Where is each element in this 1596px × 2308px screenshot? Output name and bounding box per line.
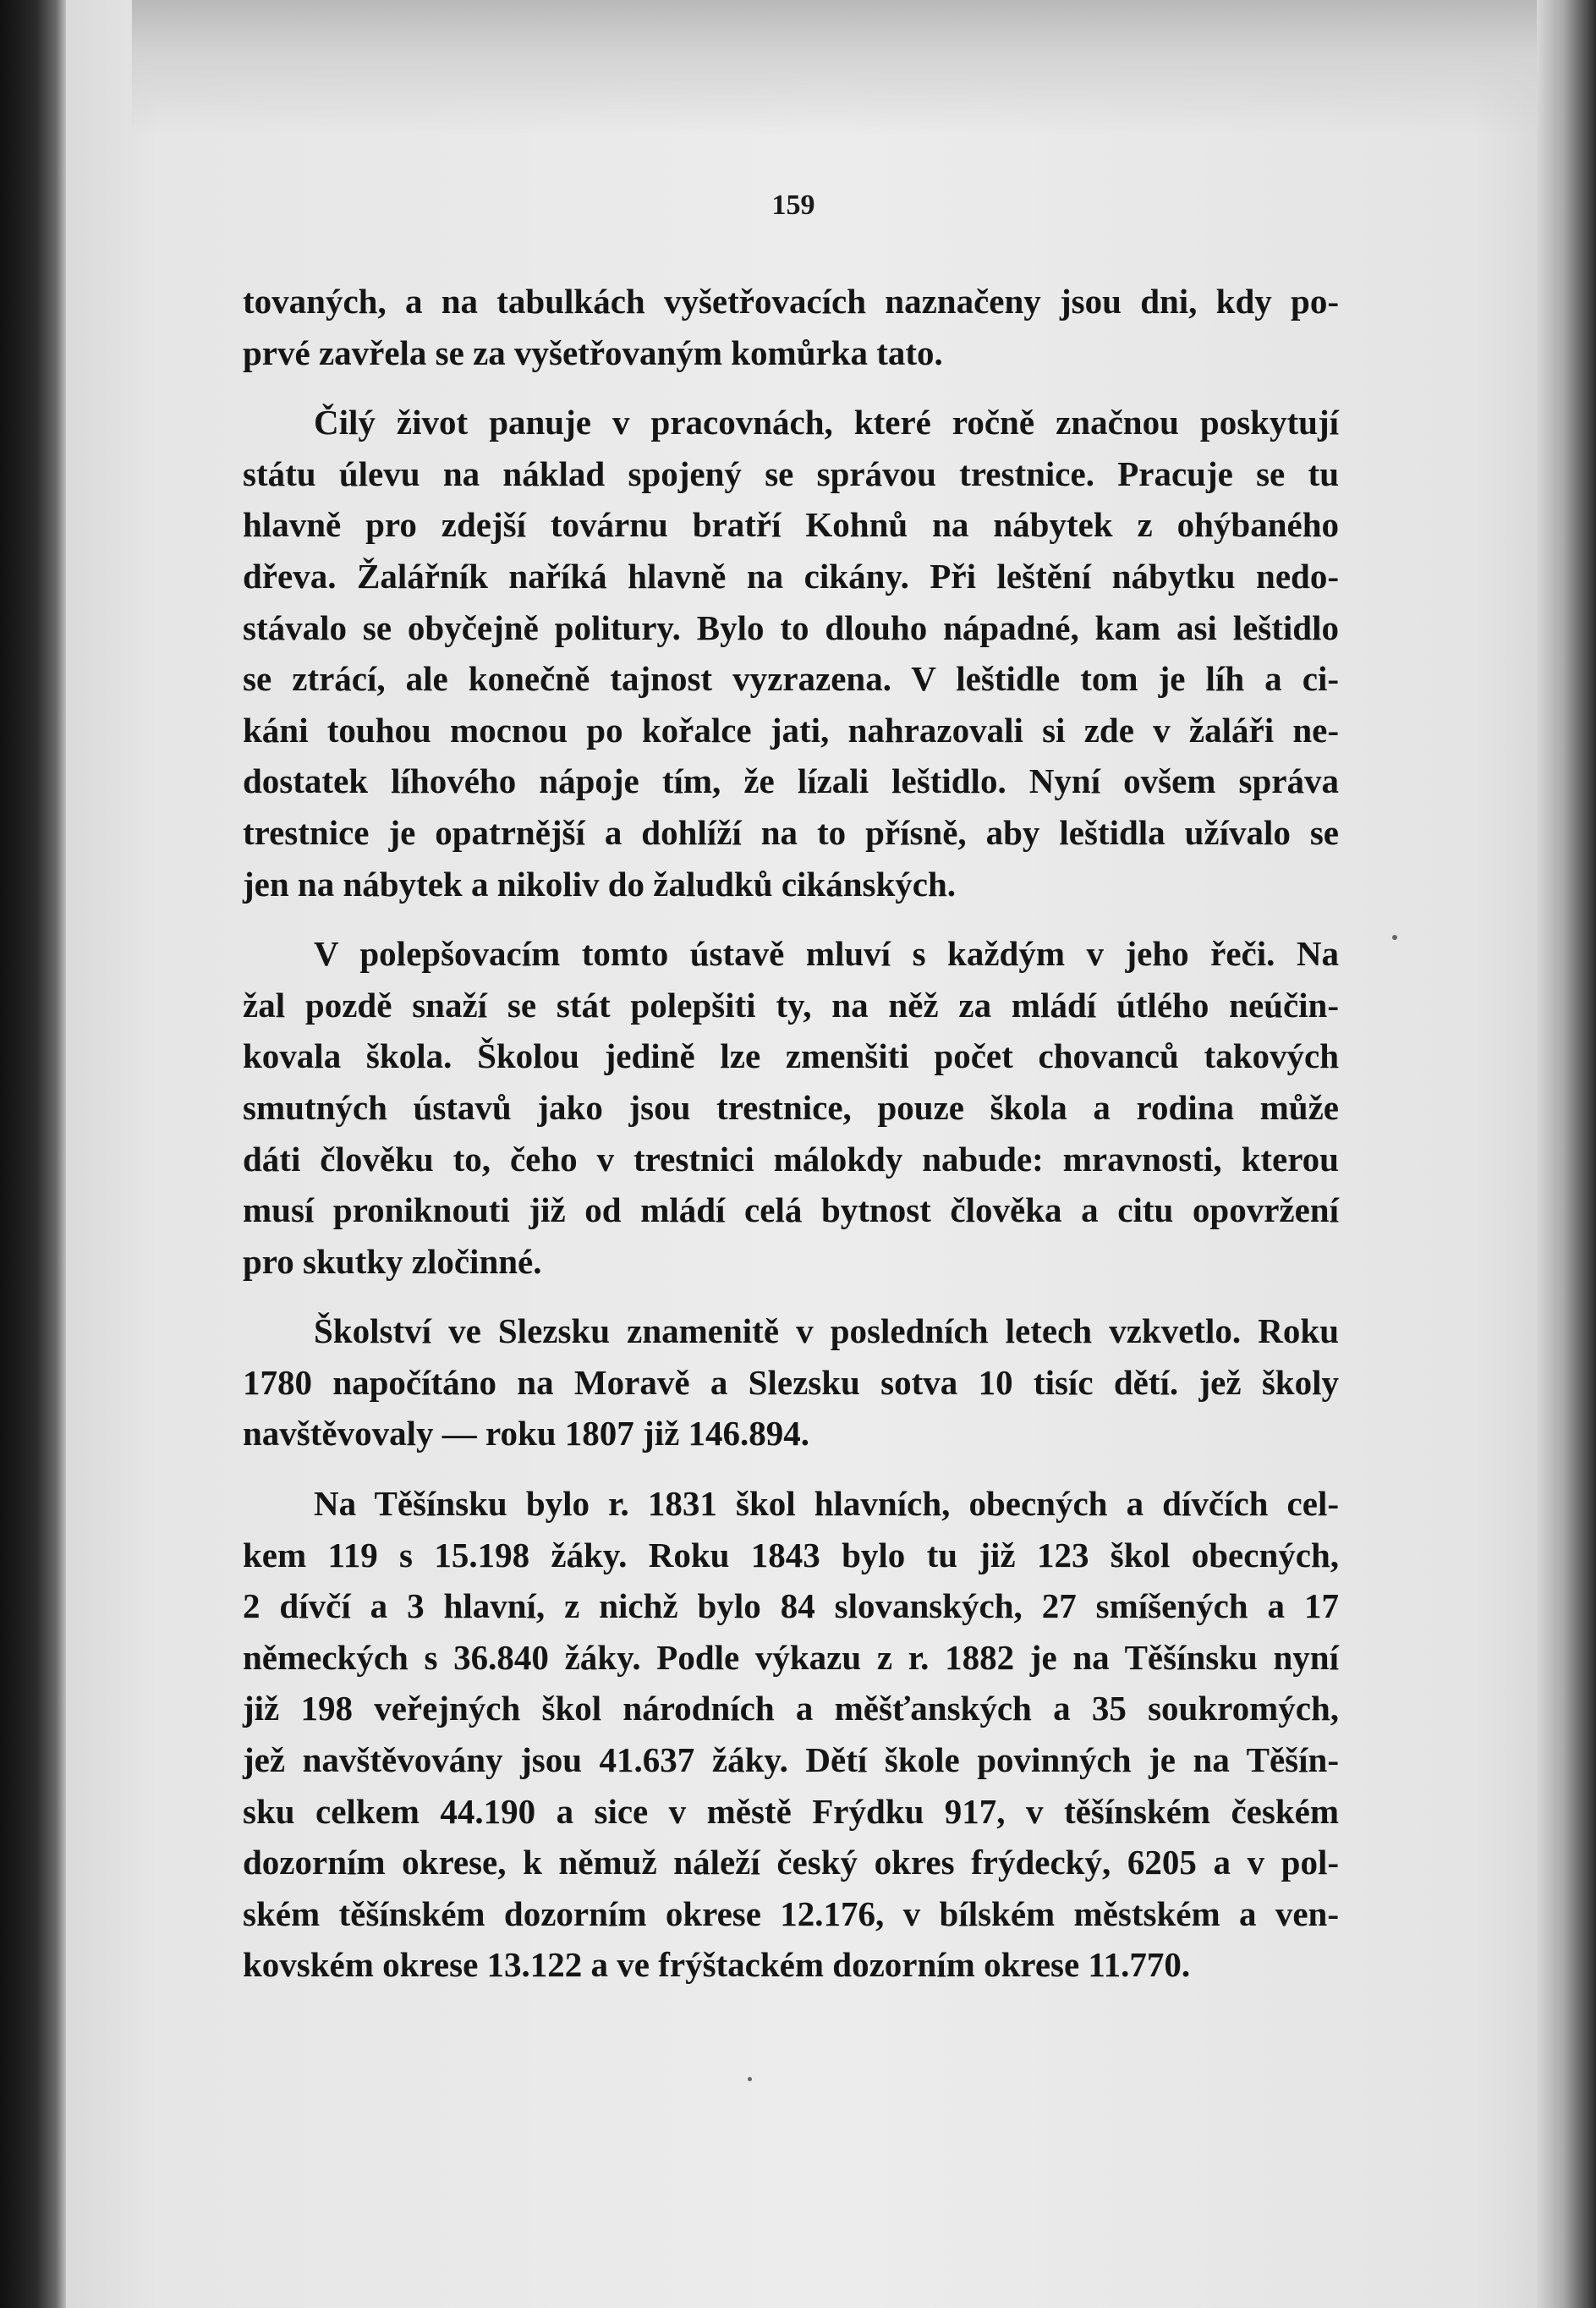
paper-speck — [1392, 935, 1397, 940]
page-edge-right — [1537, 0, 1596, 2308]
text-line: dřeva. Žalářník naříká hlavně na cikány. Při leštění nábytku nedo- — [243, 556, 1339, 596]
paragraph-3 — [243, 928, 1339, 1287]
text-line: žal pozdě snaží se stát polepšiti ty, na něž za mládí útlého neúčin- — [243, 985, 1339, 1025]
text-line: trestnice je opatrnější a dohlíží na to přísně, aby leštidla užívalo se — [243, 812, 1339, 852]
text-line: smutných ústavů jako jsou trestnice, pouze škola a rodina může — [243, 1087, 1339, 1127]
text-line: káni touhou mocnou po kořalce jati, nahrazovali si zde v žaláři ne- — [243, 710, 1339, 750]
text-line: Čilý život panuje v pracovnách, které ročně značnou poskytují — [314, 403, 1339, 442]
paper-speck — [748, 2077, 752, 2081]
text-line: kovala škola. Školou jedině lze zmenšiti počet chovanců takových — [243, 1036, 1339, 1076]
text-line: pro skutky zločinné. — [243, 1241, 542, 1281]
text-line: již 198 veřejných škol národních a měšťanských a 35 soukromých, — [243, 1689, 1339, 1728]
text-line: dostatek líhového nápoje tím, že lízali leštidlo. Nyní ovšem správa — [243, 761, 1339, 801]
text-line: se ztrácí, ale konečně tajnost vyzrazena. V leštidle tom je líh a ci- — [243, 659, 1339, 699]
paragraph-2 — [243, 397, 1339, 909]
paper-sheet — [66, 0, 1596, 2308]
text-line: prvé zavřela se za vyšetřovaným komůrka tato. — [243, 332, 943, 372]
text-line: 2 dívčí a 3 hlavní, z nichž bylo 84 slovanských, 27 smíšených a 17 — [243, 1586, 1339, 1626]
text-line: sku celkem 44.190 a sice v městě Frýdku 917, v těšínském českém — [243, 1791, 1339, 1831]
text-line: jež navštěvovány jsou 41.637 žáky. Dětí škole povinných je na Těšín- — [243, 1740, 1339, 1780]
text-line: 1780 napočítáno na Moravě a Slezsku sotva 10 tisíc dětí. jež školy — [243, 1362, 1339, 1402]
text-line: ském těšínském dozorním okrese 12.176, v bílském městském a ven- — [243, 1893, 1339, 1933]
text-line: jen na nábytek a nikoliv do žaludků cikánských. — [243, 864, 957, 904]
text-line: V polepšovacím tomto ústavě mluví s každým v jeho řeči. Na — [314, 934, 1339, 974]
text-line: musí proniknouti již od mládí celá bytnost člověka a citu opovržení — [243, 1190, 1339, 1230]
text-line: státu úlevu na náklad spojený se správou trestnice. Pracuje se tu — [243, 453, 1339, 493]
text-line: kovském okrese 13.122 a ve frýštackém dozorním okrese 11.770. — [243, 1945, 1191, 1985]
body-text — [243, 276, 1339, 2009]
text-line: Na Těšínsku bylo r. 1831 škol hlavních, obecných a dívčích cel- — [314, 1484, 1339, 1524]
text-line: kem 119 s 15.198 žáky. Roku 1843 bylo tu již 123 škol obecných, — [243, 1535, 1339, 1574]
page-number: 159 — [771, 190, 815, 221]
text-line: Školství ve Slezsku znamenitě v posledních letech vzkvetlo. Roku — [314, 1311, 1339, 1351]
paper-top-shade — [132, 0, 1596, 135]
paragraph-4 — [243, 1305, 1339, 1459]
paragraph-5 — [243, 1478, 1339, 1991]
paragraph-1 — [243, 276, 1339, 378]
text-line: navštěvovaly — roku 1807 již 146.894. — [243, 1414, 810, 1453]
text-line: dozorním okrese, k němuž náleží český okres frýdecký, 6205 a v pol- — [243, 1843, 1339, 1882]
text-line: hlavně pro zdejší továrnu bratří Kohnů na nábytek z ohýbaného — [243, 505, 1339, 545]
text-line: tovaných, a na tabulkách vyšetřovacích naznačeny jsou dni, kdy po- — [243, 282, 1339, 321]
binding-shadow-left — [0, 0, 66, 2308]
text-line: německých s 36.840 žáky. Podle výkazu z r. 1882 je na Těšínsku nyní — [243, 1637, 1339, 1677]
text-line: dáti člověku to, čeho v trestnici málokdy nabude: mravnosti, kterou — [243, 1139, 1339, 1179]
text-line: stávalo se obyčejně politury. Bylo to dlouho nápadné, kam asi leštidlo — [243, 607, 1339, 647]
